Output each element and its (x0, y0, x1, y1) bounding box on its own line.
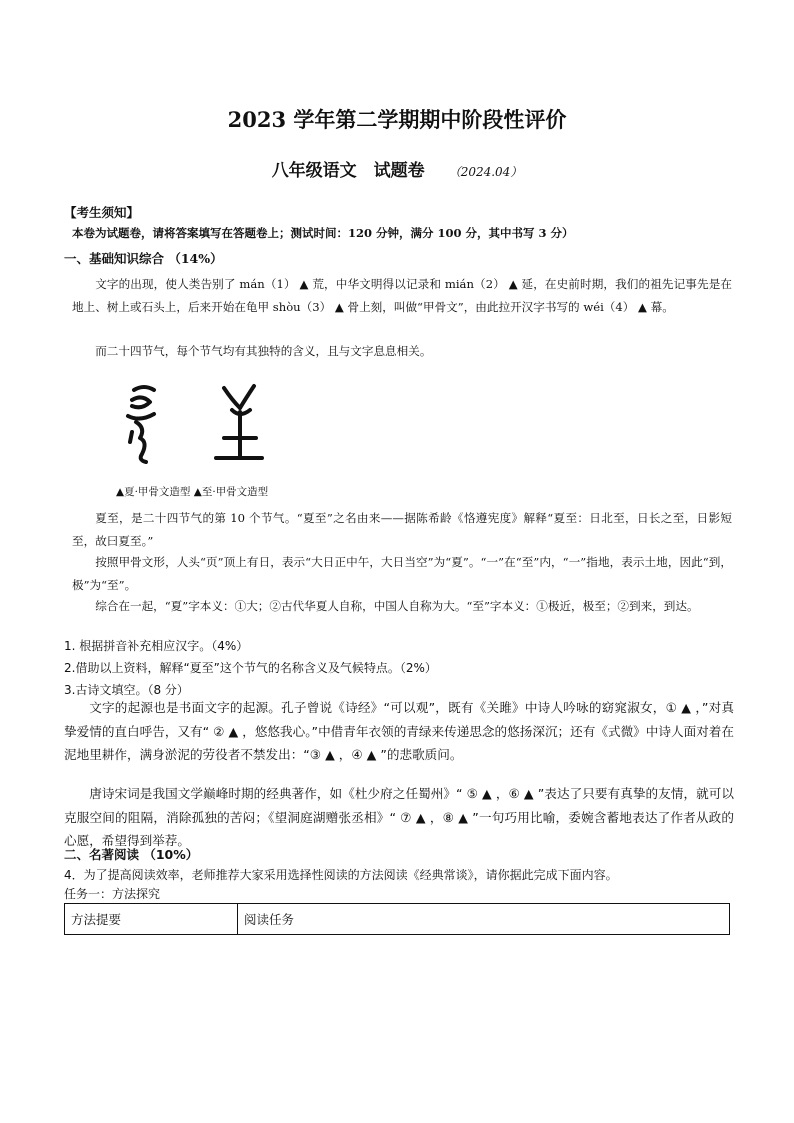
exam-subtitle (0, 156, 794, 181)
section1-para1: 文字的出现，使人类告别了 mán（1） ▲ 荒，中华文明得以记录和 mián（2） ▲ 延，在史前时期，我们的祖先记事先是在地上、树上或石头上，后来开始在龟甲 shòu（3） ▲ 骨上刻，叫做“甲骨文”，由此拉开汉字书写的 wéi（4） ▲ 幕。 (72, 277, 732, 314)
question-4: 4．为了提高阅读效率，老师推荐大家采用选择性阅读的方法阅读《经典常谈》，请你据此完成下面内容。 (64, 868, 618, 882)
exam-title: 2023 学年第二学期期中阶段性评价 (227, 107, 567, 132)
section1-para3: 夏至，是二十四节气的第 10 个节气。“夏至”之名由来——据陈希龄《恪遵宪度》解释“夏至：日北至，日长之至，日影短至，故曰夏至。” (72, 511, 732, 548)
notice-text: 本卷为试题卷，请将答案填写在答题卷上；测试时间：120 分钟，满分 100 分，其中书写 3 分） (72, 226, 574, 240)
question-3-passage-2: 唐诗宋词是我国文学巅峰时期的经典著作，如《杜少府之任蜀州》“ ⑤ ▲ ，⑥ ▲ ”表达了只要有真挚的友情，就可以克服空间的阻隔，消除孤独的苦闷；《望洞庭湖赠张丞相》“ ⑦ ▲ ，⑧ ▲ ”一句巧用比喻，委婉含蓄地表达了作者从政的心愿，希望得到举荐。 (64, 786, 734, 848)
task-1-label: 任务一：方法探究 (64, 887, 161, 901)
section1-para5: 综合在一起，“夏”字本义：①大；②古代华夏人自称，中国人自称为大。“至”字本义：①极近，极至；②到来，到达。 (95, 599, 699, 613)
table-header-cell: 方法提要 (65, 904, 238, 935)
section1-para4: 按照甲骨文形，人头“页”顶上有日，表示“大日正中午，大日当空”为“夏”。“一”在“至”内，“一”指地，表示土地，因此“到，极”为“至”。 (72, 555, 732, 592)
question-1: 1. 根据拼音补充相应汉字。（4%） (64, 639, 249, 653)
question-3: 3.古诗文填空。（8 分） (64, 683, 189, 697)
section1-para2: 而二十四节气，每个节气均有其独特的含义，且与文字息息相关。 (95, 344, 432, 358)
table-header-cell: 阅读任务 (238, 904, 730, 935)
notice-heading: 【考生须知】 (64, 205, 140, 220)
subtitle-text: 八年级语文 试题卷 (271, 161, 425, 181)
question-2: 2.借助以上资料，解释“夏至”这个节气的名称含义及气候特点。（2%） (64, 661, 437, 675)
exam-date: （2024.04） (448, 165, 523, 179)
question-3-passage-1: 文字的起源也是书面文字的起源。孔子曾说《诗经》“可以观”，既有《关雎》中诗人吟咏的窈窕淑女，① ▲ ，”对真挚爱情的直白呼告，又有“ ② ▲ ，悠悠我心。”中借青年衣领的青绿来传递思念的悠扬深沉；还有《式微》中诗人面对着在泥地里耕作，满身淤泥的劳役者不禁发出：“③ ▲ ，④ ▲ ”的悲歌质问。 (64, 700, 734, 762)
section1-heading: 一、基础知识综合 （14%） (64, 251, 223, 266)
oracle-bone-glyphs (120, 382, 270, 468)
table-header-row (65, 904, 730, 935)
glyph-caption: ▲夏·甲骨文造型 ▲至·甲骨文造型 (116, 486, 269, 498)
section2-heading: 二、名著阅读 （10%） (64, 847, 199, 862)
zhi-oracle-glyph (216, 386, 262, 458)
xia-oracle-glyph (128, 387, 154, 462)
method-table (64, 903, 730, 935)
